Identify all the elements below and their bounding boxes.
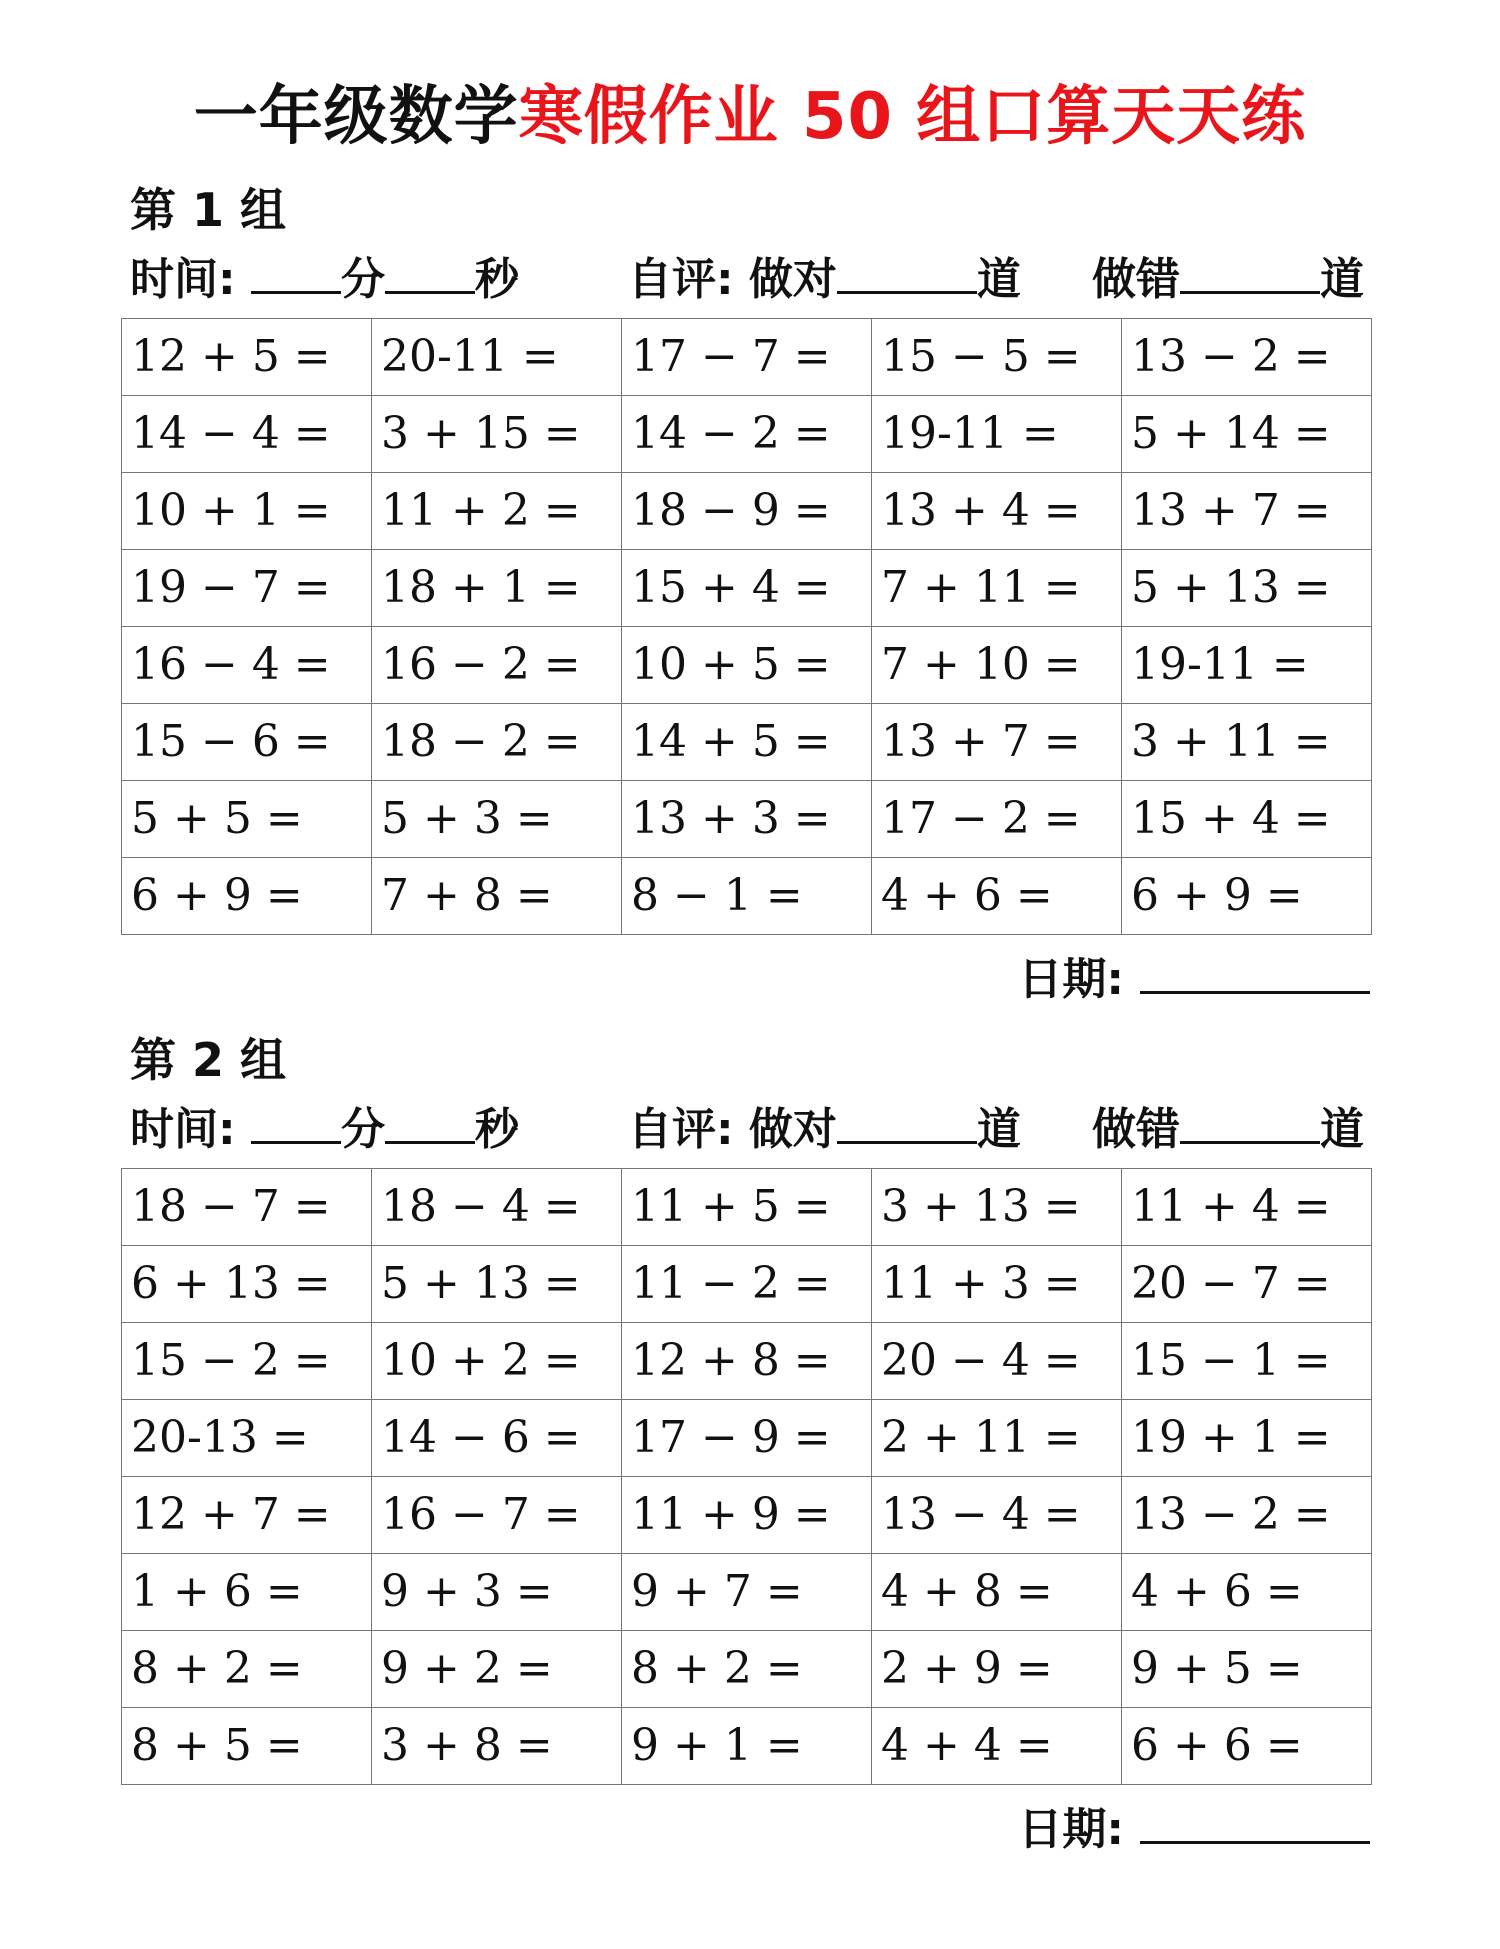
date-blank[interactable] (1140, 1801, 1370, 1844)
correct-count-blank[interactable] (837, 1101, 977, 1144)
problem-cell: 8 + 2 = (622, 1631, 872, 1708)
problem-cell: 2 + 11 = (872, 1400, 1122, 1477)
question-unit: 道 (976, 254, 1021, 305)
problem-cell: 17 − 9 = (622, 1400, 872, 1477)
problem-cell: 14 − 4 = (122, 396, 372, 473)
date-field (1018, 1800, 1370, 1860)
exercise-table (121, 318, 1372, 935)
problem-cell: 15 − 1 = (1122, 1323, 1372, 1400)
problem-cell: 16 − 7 = (372, 1477, 622, 1554)
problem-cell: 9 + 7 = (622, 1554, 872, 1631)
problem-cell: 3 + 15 = (372, 396, 622, 473)
wrong-label: 做错 (1092, 254, 1180, 305)
table-row (122, 1708, 1372, 1785)
problem-cell: 16 − 2 = (372, 627, 622, 704)
problem-cell: 13 − 4 = (872, 1477, 1122, 1554)
problem-cell: 9 + 1 = (622, 1708, 872, 1785)
problem-cell: 5 + 3 = (372, 781, 622, 858)
date-field (1018, 950, 1370, 1010)
second-label: 秒 (474, 1104, 519, 1155)
table-row (122, 1323, 1372, 1400)
problem-cell: 5 + 13 = (1122, 550, 1372, 627)
second-blank[interactable] (385, 251, 475, 294)
title-black-part: 一年级数学 (193, 80, 519, 154)
problem-cell: 4 + 6 = (872, 858, 1122, 935)
problem-cell: 8 + 5 = (122, 1708, 372, 1785)
group-label: 第 2 组 (130, 1033, 287, 1087)
problem-cell: 20-11 = (372, 319, 622, 396)
problem-cell: 18 − 2 = (372, 704, 622, 781)
date-label: 日期: (1018, 954, 1124, 1005)
problem-cell: 7 + 11 = (872, 550, 1122, 627)
table-row (122, 1400, 1372, 1477)
problem-cell: 15 − 5 = (872, 319, 1122, 396)
problem-cell: 4 + 8 = (872, 1554, 1122, 1631)
group-label: 第 1 组 (130, 183, 287, 237)
problem-cell: 3 + 11 = (1122, 704, 1372, 781)
problem-cell: 11 + 5 = (622, 1169, 872, 1246)
table-row (122, 704, 1372, 781)
table-row (122, 550, 1372, 627)
exercise-table (121, 1168, 1372, 1785)
problem-cell: 13 + 7 = (1122, 473, 1372, 550)
problem-cell: 17 − 7 = (622, 319, 872, 396)
second-label: 秒 (474, 254, 519, 305)
problem-cell: 6 + 6 = (1122, 1708, 1372, 1785)
problem-cell: 6 + 9 = (1122, 858, 1372, 935)
problem-cell: 1 + 6 = (122, 1554, 372, 1631)
problem-cell: 20-13 = (122, 1400, 372, 1477)
wrong-field (1092, 250, 1364, 310)
problem-cell: 7 + 10 = (872, 627, 1122, 704)
self-eval-field (628, 250, 1021, 310)
problem-cell: 13 − 2 = (1122, 319, 1372, 396)
problem-cell: 4 + 6 = (1122, 1554, 1372, 1631)
problem-cell: 10 + 2 = (372, 1323, 622, 1400)
minute-blank[interactable] (251, 1101, 341, 1144)
table-row (122, 627, 1372, 704)
table-row (122, 1169, 1372, 1246)
table-row (122, 858, 1372, 935)
problem-cell: 19 − 7 = (122, 550, 372, 627)
page-title (0, 72, 1500, 162)
problem-cell: 12 + 7 = (122, 1477, 372, 1554)
wrong-field (1092, 1100, 1364, 1160)
correct-count-blank[interactable] (837, 251, 977, 294)
time-label: 时间: (130, 1104, 236, 1155)
problem-cell: 14 − 6 = (372, 1400, 622, 1477)
minute-blank[interactable] (251, 251, 341, 294)
problem-cell: 9 + 3 = (372, 1554, 622, 1631)
problem-cell: 11 + 3 = (872, 1246, 1122, 1323)
table-row (122, 1477, 1372, 1554)
problem-cell: 12 + 8 = (622, 1323, 872, 1400)
problem-cell: 15 − 6 = (122, 704, 372, 781)
problem-cell: 2 + 9 = (872, 1631, 1122, 1708)
problem-cell: 18 − 4 = (372, 1169, 622, 1246)
problem-cell: 3 + 8 = (372, 1708, 622, 1785)
problem-cell: 20 − 7 = (1122, 1246, 1372, 1323)
title-red-part: 寒假作业 50 组口算天天练 (518, 80, 1307, 154)
problem-cell: 7 + 8 = (372, 858, 622, 935)
time-label: 时间: (130, 254, 236, 305)
question-unit: 道 (1320, 1104, 1364, 1155)
problem-cell: 14 − 2 = (622, 396, 872, 473)
time-field (130, 1100, 519, 1160)
problem-cell: 14 + 5 = (622, 704, 872, 781)
time-field (130, 250, 519, 310)
wrong-count-blank[interactable] (1180, 1101, 1320, 1144)
wrong-label: 做错 (1092, 1104, 1180, 1155)
date-label: 日期: (1018, 1804, 1124, 1855)
table-row (122, 1631, 1372, 1708)
problem-cell: 18 − 9 = (622, 473, 872, 550)
self-eval-label: 自评: 做对 (628, 254, 837, 305)
problem-cell: 15 − 2 = (122, 1323, 372, 1400)
problem-cell: 11 + 2 = (372, 473, 622, 550)
minute-label: 分 (340, 254, 385, 305)
problem-cell: 11 + 4 = (1122, 1169, 1372, 1246)
problem-cell: 18 + 1 = (372, 550, 622, 627)
problem-cell: 10 + 5 = (622, 627, 872, 704)
problem-cell: 9 + 2 = (372, 1631, 622, 1708)
problem-cell: 3 + 13 = (872, 1169, 1122, 1246)
problem-cell: 6 + 9 = (122, 858, 372, 935)
problem-cell: 13 + 7 = (872, 704, 1122, 781)
problem-cell: 20 − 4 = (872, 1323, 1122, 1400)
table-row (122, 1246, 1372, 1323)
date-blank[interactable] (1140, 951, 1370, 994)
question-unit: 道 (976, 1104, 1021, 1155)
problem-cell: 15 + 4 = (622, 550, 872, 627)
problem-cell: 11 − 2 = (622, 1246, 872, 1323)
second-blank[interactable] (385, 1101, 475, 1144)
problem-cell: 8 − 1 = (622, 858, 872, 935)
problem-cell: 19 + 1 = (1122, 1400, 1372, 1477)
table-row (122, 319, 1372, 396)
problem-cell: 17 − 2 = (872, 781, 1122, 858)
problem-cell: 18 − 7 = (122, 1169, 372, 1246)
problem-cell: 9 + 5 = (1122, 1631, 1372, 1708)
wrong-count-blank[interactable] (1180, 251, 1320, 294)
table-row (122, 781, 1372, 858)
table-row (122, 473, 1372, 550)
problem-cell: 10 + 1 = (122, 473, 372, 550)
problem-cell: 5 + 14 = (1122, 396, 1372, 473)
problem-cell: 13 + 4 = (872, 473, 1122, 550)
problem-cell: 19-11 = (1122, 627, 1372, 704)
problem-cell: 5 + 5 = (122, 781, 372, 858)
problem-cell: 15 + 4 = (1122, 781, 1372, 858)
problem-cell: 16 − 4 = (122, 627, 372, 704)
table-row (122, 396, 1372, 473)
table-row (122, 1554, 1372, 1631)
problem-cell: 13 − 2 = (1122, 1477, 1372, 1554)
problem-cell: 13 + 3 = (622, 781, 872, 858)
problem-cell: 8 + 2 = (122, 1631, 372, 1708)
minute-label: 分 (340, 1104, 385, 1155)
problem-cell: 12 + 5 = (122, 319, 372, 396)
problem-cell: 19-11 = (872, 396, 1122, 473)
problem-cell: 5 + 13 = (372, 1246, 622, 1323)
self-eval-label: 自评: 做对 (628, 1104, 837, 1155)
self-eval-field (628, 1100, 1021, 1160)
problem-cell: 11 + 9 = (622, 1477, 872, 1554)
question-unit: 道 (1320, 254, 1364, 305)
problem-cell: 4 + 4 = (872, 1708, 1122, 1785)
problem-cell: 6 + 13 = (122, 1246, 372, 1323)
